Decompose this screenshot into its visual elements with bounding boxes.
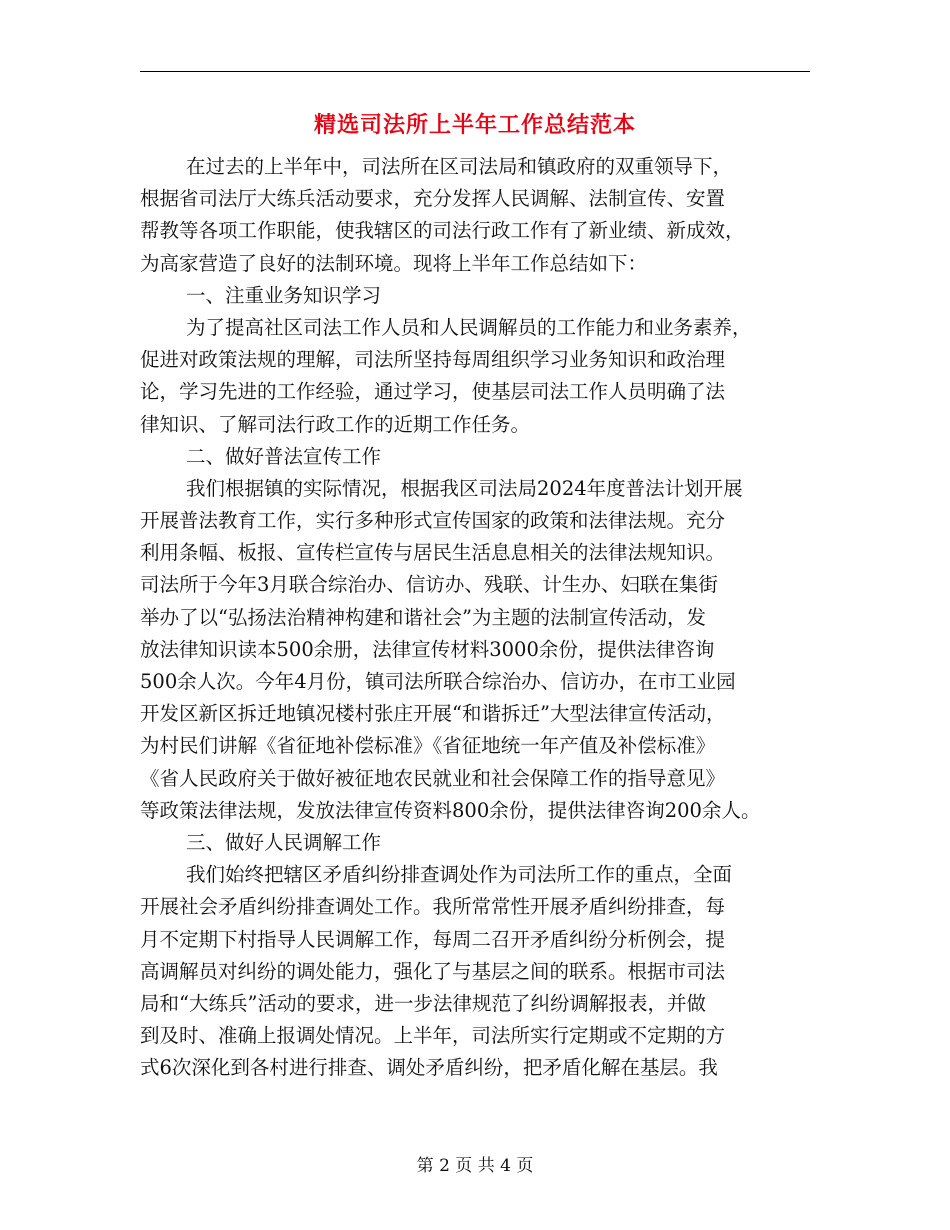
document-title: 精选司法所上半年工作总结范本 xyxy=(313,112,636,138)
body-line: 二、做好普法宣传工作 xyxy=(186,444,382,468)
body-line: 500余人次。今年4月份，镇司法所联合综治办、信访办，在市工业园 xyxy=(140,670,736,693)
body-line: 开发区新区拆迁地镇况楼村张庄开展“和谐拆迁”大型法律宣传活动， xyxy=(140,702,726,726)
body-line: 我们始终把辖区矛盾纠纷排查调处作为司法所工作的重点，全面 xyxy=(186,863,733,887)
body-line: 局和“大练兵”活动的要求，进一步法律规范了纠纷调解报表，并做 xyxy=(140,991,706,1015)
body-line: 《省人民政府关于做好被征地农民就业和社会保障工作的指导意见》 xyxy=(140,766,726,790)
body-line: 利用条幅、板报、宣传栏宣传与居民生活息息相关的法律法规知识。 xyxy=(140,541,726,565)
body-line: 为了提高社区司法工作人员和人民调解员的工作能力和业务素养， xyxy=(186,315,752,339)
body-line: 举办了以“弘扬法治精神构建和谐社会”为主题的法制宣传活动，发 xyxy=(140,605,706,629)
body-line: 等政策法律法规，发放法律宣传资料800余份，提供法律咨询200余人。 xyxy=(140,798,761,822)
header-rule xyxy=(140,71,810,72)
body-line: 式6次深化到各村进行排查、调处矛盾纠纷，把矛盾化解在基层。我 xyxy=(140,1056,718,1080)
body-line: 司法所于今年3月联合综治办、信访办、残联、计生办、妇联在集街 xyxy=(140,573,718,597)
body-line: 帮教等各项工作职能，使我辖区的司法行政工作有了新业绩、新成效， xyxy=(140,219,745,243)
body-line: 促进对政策法规的理解，司法所坚持每周组织学习业务知识和政治理 xyxy=(140,348,726,372)
body-line: 三、做好人民调解工作 xyxy=(186,830,382,854)
body-line: 为高家营造了良好的法制环境。现将上半年工作总结如下： xyxy=(140,251,648,275)
body-line: 开展社会矛盾纠纷排查调处工作。我所常常性开展矛盾纠纷排查，每 xyxy=(140,895,726,919)
document-body xyxy=(140,151,812,1084)
body-line: 到及时、准确上报调处情况。上半年，司法所实行定期或不定期的方 xyxy=(140,1024,726,1048)
body-line: 放法律知识读本500余册，法律宣传材料3000余份，提供法律咨询 xyxy=(140,637,715,661)
body-line: 高调解员对纠纷的调处能力，强化了与基层之间的联系。根据市司法 xyxy=(140,959,726,983)
body-line: 在过去的上半年中，司法所在区司法局和镇政府的双重领导下， xyxy=(186,155,733,178)
body-line: 为村民们讲解《省征地补偿标准》《省征地统一年产值及补偿标准》 xyxy=(140,734,716,758)
body-line: 月不定期下村指导人民调解工作，每周二召开矛盾纠纷分析例会，提 xyxy=(140,927,726,951)
body-line: 律知识、了解司法行政工作的近期工作任务。 xyxy=(140,412,531,436)
body-line: 开展普法教育工作，实行多种形式宣传国家的政策和法律法规。充分 xyxy=(140,509,726,533)
body-line: 论，学习先进的工作经验，通过学习，使基层司法工作人员明确了法 xyxy=(140,380,726,404)
body-line: 根据省司法厅大练兵活动要求，充分发挥人民调解、法制宣传、安置 xyxy=(140,187,726,211)
page-number: 第 2 页 共 4 页 xyxy=(416,1156,534,1176)
body-line: 一、注重业务知识学习 xyxy=(186,283,382,307)
body-line: 我们根据镇的实际情况，根据我区司法局2024年度普法计划开展 xyxy=(186,476,743,500)
